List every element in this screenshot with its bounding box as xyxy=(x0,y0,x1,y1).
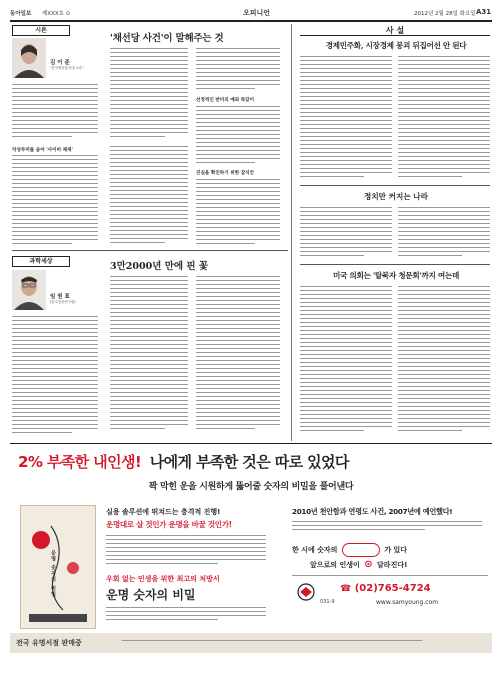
editorial-body-3a xyxy=(300,286,392,436)
author-name-2: 임 원 표 xyxy=(50,294,70,300)
paper-name: 동아일보 xyxy=(10,11,32,17)
opinion-body-1c xyxy=(110,48,188,140)
ad-quote1: 한 시에 숫자의 xyxy=(292,546,338,554)
ad-banner xyxy=(10,447,492,683)
author-portrait-1 xyxy=(12,38,46,78)
ad-headline-left: 2% 부족한 내인생! xyxy=(18,453,142,471)
opinion-body-1a xyxy=(12,84,98,144)
ad-tag3: 우회 없는 인생을 위한 최고의 처방서 xyxy=(106,575,220,583)
ad-phone-tail: 031-9 xyxy=(320,599,335,605)
page-number: A31 xyxy=(476,8,492,16)
opinion-headline-1: '채선당 사건'이 말해주는 것 xyxy=(110,33,224,44)
column-divider xyxy=(291,24,292,441)
book-cover xyxy=(20,505,96,629)
author-name-1: 김 이 준 xyxy=(50,60,70,66)
editorial-body-2b xyxy=(398,207,490,259)
opinion-body-1f xyxy=(196,106,280,166)
science-kicker xyxy=(12,256,70,267)
ad-headline-right: 나에게 부족한 것은 따로 있었다 xyxy=(149,453,349,471)
editorial-body-1a xyxy=(300,56,392,180)
ad-phone-block xyxy=(340,583,488,594)
ad-publisher: 전국 유명서점 판매중 xyxy=(16,639,82,647)
author-affil-2: (한국천문연구원) xyxy=(50,300,76,304)
ad-top-rule xyxy=(10,443,492,444)
opinion-body-1e xyxy=(196,48,280,92)
ad-quote-mark: ⊙ xyxy=(364,559,373,570)
ad-logo xyxy=(294,583,318,601)
ad-quote4: 달라진다! xyxy=(377,561,408,569)
section-divider-1 xyxy=(12,250,288,251)
opinion-kicker-label: 시론 xyxy=(35,27,47,34)
ad-quote2: 가 있다 xyxy=(384,546,408,554)
ad-right-divider xyxy=(292,575,488,576)
phone-icon: ☎ xyxy=(340,584,352,594)
editorial-kicker xyxy=(300,25,490,36)
opinion-body-1d xyxy=(110,146,188,246)
masthead xyxy=(10,9,492,19)
ad-bottom-bar xyxy=(10,633,492,653)
author-photo-2 xyxy=(12,270,46,310)
science-headline: 3만2000년 만에 핀 꽃 xyxy=(110,261,209,272)
opinion-body-1b xyxy=(12,155,98,247)
book-cover-title: 운명 숫자의 비밀 xyxy=(50,550,56,598)
ad-copy-lines xyxy=(106,535,266,567)
editorial-body-2a xyxy=(300,207,392,259)
ad-number-circle xyxy=(342,543,380,557)
science-body-b xyxy=(110,276,188,436)
editorial-kicker-label: 사 설 xyxy=(385,25,405,35)
ad-store-list xyxy=(122,640,422,646)
editorial-headline-1: 경제민주화, 시장경제 붕괴 뒤집어선 안 된다 xyxy=(325,41,467,50)
science-body-a xyxy=(12,316,98,436)
ad-future-line xyxy=(310,559,488,570)
masthead-rule xyxy=(10,20,492,22)
ad-site[interactable]: www.samyoung.com xyxy=(376,599,439,606)
author-affil-1: "한국방송통신대 교수" xyxy=(50,66,84,70)
editorial-divider-1 xyxy=(300,185,490,186)
editorial-body-1b xyxy=(398,56,490,180)
opinion-body-1g xyxy=(196,179,280,247)
ad-book-info xyxy=(106,607,266,625)
ad-tag1: 실용 솔루션에 뛰쳐드는 충격적 진행! xyxy=(106,508,221,516)
ad-phone: (02)765-4724 xyxy=(354,583,431,594)
issue-number: 제XXX호 ⊙ xyxy=(42,11,71,17)
publisher-logo-icon xyxy=(294,583,318,601)
editorial-headline-2: 정치만 커지는 나라 xyxy=(364,192,428,201)
subhead-3: 진실을 확인하기 위한 감식안 xyxy=(196,171,255,176)
subhead-1: 악성루머를 숨어 '사이버 제재' xyxy=(12,148,73,153)
ad-headline xyxy=(18,451,488,472)
issue-date: 2012년 2월 28일 화요일 xyxy=(414,11,476,17)
editorial-body-3b xyxy=(398,286,490,436)
editorial-divider-2 xyxy=(300,264,490,265)
science-kicker-label: 과학세상 xyxy=(29,258,53,265)
subhead-2: 선정적인 반미의 예와 똑같이 xyxy=(196,98,255,103)
ad-right-title: 2010년 천안함과 연평도 사건, 2007년에 예언했다! xyxy=(292,507,453,516)
ad-tag2: 운명대로 살 것인가 운명을 바꿀 것인가! xyxy=(106,520,232,529)
opinion-kicker xyxy=(12,25,70,36)
section-name: 오피니언 xyxy=(243,9,271,17)
ad-right-lines xyxy=(292,521,482,535)
editorial-headline-3: 미국 의회는 '탈북자 청문회'까지 여는데 xyxy=(333,271,459,280)
science-body-c xyxy=(196,276,280,436)
ad-subhead: 꽉 막힌 운을 시원하게 뚫어줄 숫자의 비밀을 풀어낸다 xyxy=(148,482,354,492)
ad-book-title: 운명 숫자의 비밀 xyxy=(106,588,196,602)
ad-quote3: 앞으로의 인생이 xyxy=(310,561,360,569)
author-photo-1 xyxy=(12,38,46,78)
ad-number-line xyxy=(292,543,488,557)
author-portrait-2 xyxy=(12,270,46,310)
